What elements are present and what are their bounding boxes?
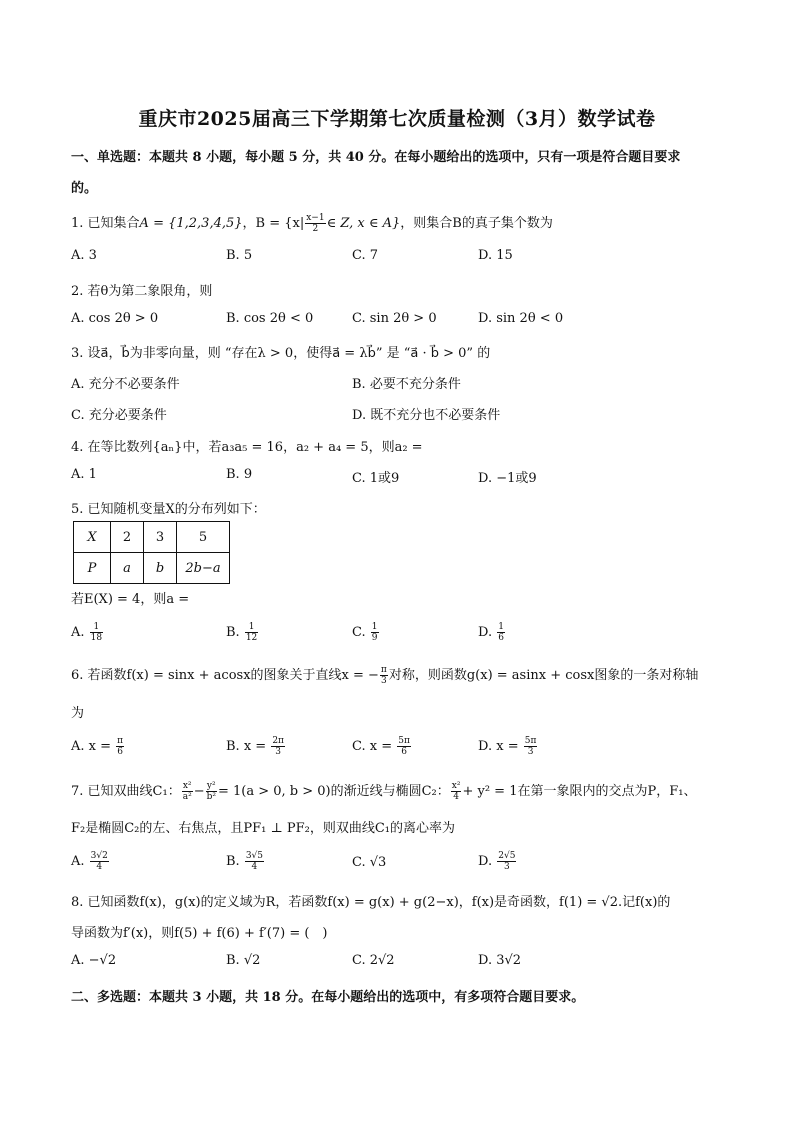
q6-option-c[interactable]: C. x = $\frac{5\pi}{6}$	[352, 736, 410, 757]
table-cell: P	[74, 553, 111, 584]
table-row	[74, 553, 230, 584]
table-cell: 2	[111, 522, 144, 553]
table-row	[74, 522, 230, 553]
q8-option-d[interactable]: D. 3√2	[478, 953, 522, 968]
page-title: 重庆市2025届高三下学期第七次质量检测（3月）数学试卷	[138, 108, 656, 130]
q6-option-a[interactable]: A. x = $\frac{\pi}{6}$	[71, 736, 124, 757]
q1-fraction: $\frac{x-1}{2}$	[306, 213, 325, 234]
q3-option-c[interactable]: C. 充分必要条件	[71, 408, 167, 423]
q3-option-a[interactable]: A. 充分不必要条件	[71, 377, 180, 392]
question-3-stem: 3. 设a⃗，b⃗为非零向量，则 “存在λ > 0，使得a⃗ = λb⃗” 是 “a⃗ · b⃗ > 0” 的	[71, 346, 491, 361]
q8-option-a[interactable]: A. −√2	[71, 953, 117, 968]
question-2-stem: 2. 若θ为第二象限角，则	[71, 284, 213, 299]
q1-set-a: A = {1,2,3,4,5}	[139, 216, 243, 231]
section2-header: 二、多选题：本题共 3 小题，共 18 分。在每小题给出的选项中，有多项符合题目要求。	[71, 990, 585, 1005]
question-7-stem-cont: F₂是椭圆C₂的左、右焦点，且PF₁ ⊥ PF₂，则双曲线C₁的离心率为	[71, 821, 455, 836]
q5-option-d[interactable]: D. $\frac{1}{6}$	[478, 622, 504, 643]
q4-option-d[interactable]: D. −1或9	[478, 471, 537, 486]
q1-set-b-post: ∈ Z, x ∈ A}	[326, 216, 401, 231]
q5-option-a[interactable]: A. $\frac{1}{18}$	[71, 622, 103, 643]
q8-option-b[interactable]: B. √2	[226, 953, 261, 968]
question-4-stem: 4. 在等比数列{aₙ}中，若a₃a₅ = 16，a₂ + a₄ = 5，则a₂ =	[71, 440, 423, 455]
question-5-options	[71, 622, 731, 644]
q2-option-c[interactable]: C. sin 2θ > 0	[352, 311, 437, 326]
q1-suffix: ，则集合B的真子集个数为	[400, 216, 553, 231]
table-cell: b	[144, 553, 177, 584]
question-3-options-row1	[71, 373, 731, 395]
q7-option-d[interactable]: D. $\frac{2√5}{3}$	[478, 851, 516, 872]
q1-option-d[interactable]: D. 15	[478, 248, 513, 263]
q1-prefix: 1. 已知集合	[71, 216, 140, 231]
question-8-stem-cont: 导函数为f′(x)，则f(5) + f(6) + f′(7) = ( )	[71, 926, 328, 941]
table-cell: 5	[177, 522, 230, 553]
q5-option-c[interactable]: C. $\frac{1}{9}$	[352, 622, 378, 643]
q1-set-b-pre: ，B = {x|	[242, 216, 305, 231]
question-2-options	[71, 311, 731, 333]
section1-header-cont: 的。	[71, 181, 98, 196]
question-6-options	[71, 736, 731, 758]
table-cell: 3	[144, 522, 177, 553]
question-3-options-row2	[71, 404, 731, 426]
question-1-stem	[71, 212, 553, 234]
question-4-options	[71, 467, 731, 489]
q7-option-c[interactable]: C. √3	[352, 855, 387, 870]
q3-option-d[interactable]: D. 既不充分也不必要条件	[352, 408, 501, 423]
q5-option-b[interactable]: B. $\frac{1}{12}$	[226, 622, 258, 643]
q2-option-a[interactable]: A. cos 2θ > 0	[71, 311, 159, 326]
q8-option-c[interactable]: C. 2√2	[352, 953, 395, 968]
q7-option-b[interactable]: B. $\frac{3√5}{4}$	[226, 851, 264, 872]
q1-option-a[interactable]: A. 3	[71, 248, 97, 263]
q4-option-a[interactable]: A. 1	[71, 467, 97, 482]
q6-option-d[interactable]: D. x = $\frac{5\pi}{3}$	[478, 736, 537, 757]
q4-option-b[interactable]: B. 9	[226, 467, 253, 482]
q6-option-b[interactable]: B. x = $\frac{2\pi}{3}$	[226, 736, 284, 757]
table-cell: X	[74, 522, 111, 553]
question-7-stem: 7. 已知双曲线C₁： $\frac{\text{x²}}{\text{a²}}$ − $\frac{\text{y²}}{\text{b²}}$ = 1(a > 0, b > 0)的渐近线与椭圆C₂： $\frac{\text{x²}}{4}$ + y² = 1在第一象限内的交点为P，F₁、	[71, 781, 697, 802]
q3-option-b[interactable]: B. 必要不充分条件	[352, 377, 461, 392]
q1-option-c[interactable]: C. 7	[352, 248, 379, 263]
question-8-options	[71, 953, 731, 975]
q4-option-c[interactable]: C. 1或9	[352, 471, 400, 486]
question-5-condition: 若E(X) = 4，则a =	[71, 592, 190, 607]
table-cell: a	[111, 553, 144, 584]
question-8-stem: 8. 已知函数f(x)，g(x)的定义域为R，若函数f(x) = g(x) + g(2−x)，f(x)是奇函数，f(1) = √2.记f(x)的	[71, 895, 671, 910]
question-6-stem-cont: 为	[71, 706, 85, 721]
q2-option-b[interactable]: B. cos 2θ < 0	[226, 311, 314, 326]
section1-header: 一、单选题：本题共 8 小题，每小题 5 分，共 40 分。在每小题给出的选项中，只有一项是符合题目要求	[71, 150, 681, 165]
distribution-table	[73, 521, 230, 584]
q7-option-a[interactable]: A. $\frac{3√2}{4}$	[71, 851, 108, 872]
question-5-stem: 5. 已知随机变量X的分布列如下：	[71, 502, 266, 517]
q2-option-d[interactable]: D. sin 2θ < 0	[478, 311, 564, 326]
question-1-options	[71, 248, 731, 270]
question-7-options	[71, 851, 731, 873]
question-6-stem: 6. 若函数f(x) = sinx + acosx的图象关于直线x = − $\frac{\pi}{3}$ 对称，则函数g(x) = asinx + cosx图象的一条对称轴	[71, 665, 699, 686]
q1-option-b[interactable]: B. 5	[226, 248, 253, 263]
table-cell: 2b−a	[177, 553, 230, 584]
